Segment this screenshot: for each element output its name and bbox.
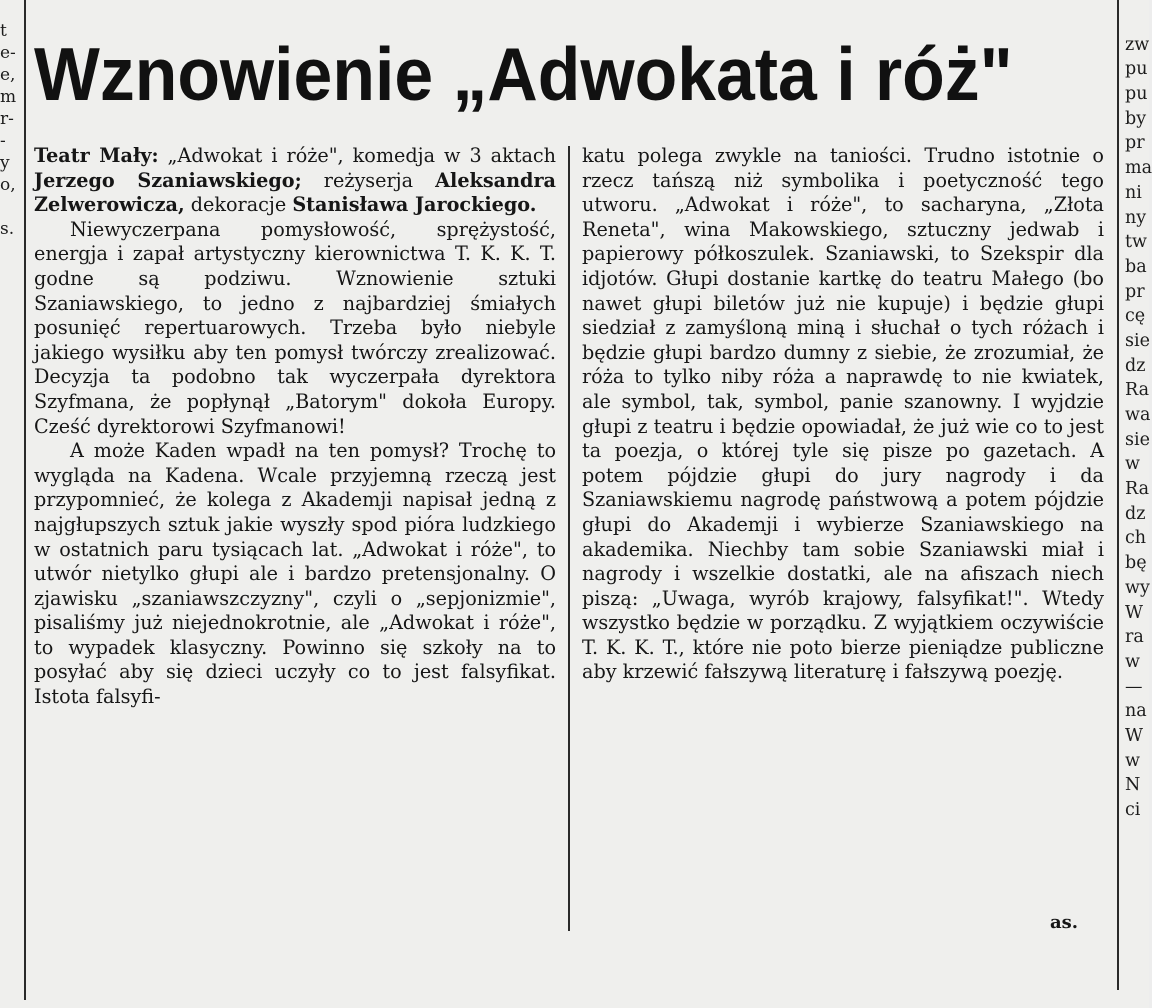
fragment-line: pu (1125, 59, 1148, 80)
column-divider (568, 146, 570, 931)
fragment-line: y (0, 153, 10, 173)
fragment-line: wa (1125, 405, 1151, 425)
play-title: „Adwokat i róże", komedja w 3 aktach (158, 144, 556, 167)
fragment-line: ba (1125, 256, 1147, 277)
fragment-line: - (0, 131, 6, 151)
fragment-line: ny (1125, 207, 1147, 228)
fragment-line: ra (1125, 627, 1144, 648)
fragment-line: tw (1125, 232, 1148, 253)
paragraph: katu polega zwykle na taniości. Trudno istotnie o rzecz tańszą niż symbolika i poetyczność tego utworu. „Adwokat i róże", to sacharyna, „Złota Reneta", wina Makowskiego, sztuczny jedwab i papierowy półkoszulek. Szaniawski, to Szekspir dla idjotów. Głupi dostanie kartkę do teatru Małego (bo nawet głupi biletów już nie kupuje) i będzie głupi siedział z zamyśloną miną i słuchał o tych różach i będzie głupi bardzo dumny z siebie, że zrozumiał, że róża to tylko niby róża a naprawdę to nie kwiatek, ale symbol, tak, symbol, panie szanowny. I wyjdzie głupi z teatru i będzie opowiadał, że już wie co to jest ta poezja, o której tyle się pisze po gazetach. A potem pójdzie głupi do jury nagrody i da Szaniawskiemu nagrodę państwową a potem pójdzie głupi do Akademji i wybierze Szaniawskiego na akademika. Niechby tam sobie Szaniawski miał i nagrody i wszelkie dostatki, ale na afiszach niech piszą: „Uwaga, wyrób krajowy, falsyfikat!". Wtedy wszystko będzie w porządku. Z wyjątkiem oczywiście T. K. K. T., które nie poto bierze pieniądze publiczne aby krzewić fałszywą literaturę i fałszywą poezję. (582, 144, 1104, 684)
direction-label: reżyserja (301, 168, 436, 192)
fragment-line: by (1125, 108, 1147, 129)
fragment-line: ci (1125, 800, 1141, 820)
design-label: dekoracje (184, 193, 293, 217)
fragment-line: m (0, 87, 17, 107)
production-credits (34, 144, 556, 218)
headline: Wznowienie „Adwokata i róż" (34, 32, 1013, 116)
paragraph: Niewyczerpana pomysłowość, sprężystość, energja i zapał artystyczny kierownictwa T. K. K. T. godne są podziwu. Wznowienie sztuki Szaniawskiego, to jedno z najbardziej śmiałych posunięć repertuarowych. Trzeba było niebyle jakiego wysiłku aby ten pomysł twórczy zrealizować. Decyzja ta podobno tak wyczerpała dyrektora Szyfmana, że popłynął „Batorym" dokoła Europy. Cześć dyrektorowi Szyfmanowi! (34, 217, 556, 438)
fragment-line: cę (1125, 306, 1146, 327)
right-column-fragment (1125, 8, 1152, 823)
fragment-line: bę (1125, 553, 1147, 574)
fragment-line: e- (0, 43, 16, 63)
fragment-line: — (1125, 676, 1143, 697)
fragment-line: Ra (1125, 479, 1150, 500)
theatre-name: Teatr Mały: (34, 144, 159, 167)
fragment-line: t (0, 21, 7, 41)
fragment-line: ch (1125, 528, 1147, 549)
fragment-line: Ra (1125, 380, 1150, 401)
fragment-line: pr (1125, 281, 1145, 302)
fragment-line: wy (1125, 577, 1150, 598)
fragment-line: dz (1125, 355, 1146, 376)
fragment-line: w (1125, 750, 1140, 771)
fragment-line: dz (1125, 503, 1146, 524)
director-name: Aleksandra Zelwerowicza, (34, 168, 556, 217)
author-signature: as. (1050, 912, 1079, 933)
fragment-line: ma (1125, 158, 1152, 179)
paragraph: A może Kaden wpadł na ten pomysł? Trochę to wygląda na Kadena. Wcale przyjemną rzeczą jest przypomnieć, że kolega z Akademji napisał jedną z najgłupszych sztuk jakie wyszły spod pióra ludzkiego w ostatnich paru tysiącach lat. „Adwokat i róże", to utwór nietylko głupi ale i bardzo pretensjonalny. O zjawisku „szaniawszczyzny", czyli o „sepjonizmie", pisaliśmy już niejednokrotnie, ale „Adwokat i róże", to wypadek klasyczny. Powinno się szkoły na to posyłać aby się dzieci uczyły co to jest falsyfikat. Istota falsyfi- (34, 439, 556, 709)
fragment-line: s. (0, 219, 15, 239)
author-name: Jerzego Szaniawskiego; (34, 168, 302, 192)
right-column-rule (1117, 0, 1119, 990)
left-column-fragment (0, 20, 22, 240)
fragment-line: sie (1125, 330, 1150, 351)
article-column-1 (34, 144, 556, 710)
fragment-line: sie (1125, 429, 1150, 450)
fragment-line: e, (0, 65, 16, 85)
fragment-line: r- (0, 109, 14, 129)
article-column-2 (582, 144, 1104, 685)
fragment-line: pu (1125, 84, 1148, 105)
fragment-line: na (1125, 701, 1147, 722)
fragment-line (1125, 8, 1149, 33)
fragment-line: W (1125, 602, 1143, 623)
fragment-line: W (1125, 725, 1143, 746)
fragment-line: pr (1125, 133, 1145, 154)
fragment-line: w (1125, 454, 1140, 475)
fragment-line: w (1125, 651, 1140, 672)
fragment-line: ni (1125, 182, 1142, 203)
fragment-line: N (1125, 775, 1141, 796)
fragment-line: zw (1125, 34, 1150, 55)
fragment-line: o, (0, 175, 16, 195)
left-column-rule (24, 0, 26, 1000)
designer-name: Stanisława Jarockiego. (292, 193, 537, 217)
fragment-line (0, 196, 22, 218)
